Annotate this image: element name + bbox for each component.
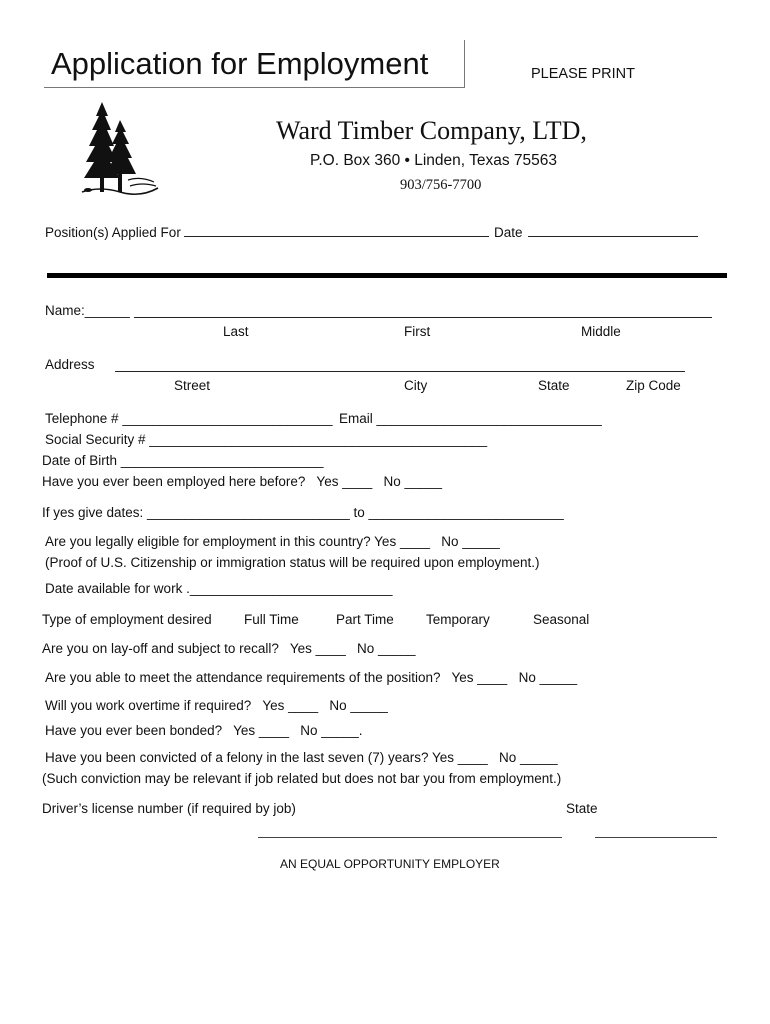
available-date-field[interactable]: Date available for work .___________________________	[45, 581, 393, 596]
overtime-question[interactable]: Will you work overtime if required? Yes ____ No _____	[45, 698, 388, 713]
dob-field[interactable]: Date of Birth ___________________________	[42, 453, 324, 468]
position-label: Position(s) Applied For	[45, 225, 181, 240]
option-full-time[interactable]: Full Time	[244, 612, 299, 627]
option-seasonal[interactable]: Seasonal	[533, 612, 590, 627]
name-field[interactable]	[134, 317, 712, 318]
name-label: Name:______	[45, 303, 130, 318]
felony-question[interactable]: Have you been convicted of a felony in the last seven (7) years? Yes ____ No _____	[45, 750, 558, 765]
position-field[interactable]	[184, 236, 489, 237]
telephone-field[interactable]: Telephone # ____________________________	[45, 411, 333, 426]
eligibility-note: (Proof of U.S. Citizenship or immigration status will be required upon employment.)	[45, 555, 540, 570]
felony-note: (Such conviction may be relevant if job related but does not bar you from employment.)	[42, 771, 562, 786]
company-address: P.O. Box 360 • Linden, Texas 75563	[310, 152, 558, 169]
name-last-caption: Last	[223, 324, 249, 339]
address-city-caption: City	[404, 378, 428, 393]
attendance-question[interactable]: Are you able to meet the attendance requirements of the position? Yes ____ No _____	[45, 670, 578, 685]
date-label: Date	[494, 225, 523, 240]
address-street-caption: Street	[174, 378, 211, 393]
license-state-label: State	[566, 801, 598, 816]
page-title: Application for Employment	[51, 46, 429, 81]
date-field[interactable]	[528, 236, 698, 237]
license-state-field[interactable]	[595, 837, 717, 838]
address-label: Address	[45, 357, 95, 372]
pine-trees-icon	[80, 100, 160, 200]
license-label: Driver’s license number (if required by job)	[42, 801, 296, 816]
option-temporary[interactable]: Temporary	[426, 612, 490, 627]
address-state-caption: State	[538, 378, 570, 393]
name-middle-caption: Middle	[581, 324, 621, 339]
company-name: Ward Timber Company, LTD,	[276, 116, 587, 145]
address-zip-caption: Zip Code	[626, 378, 681, 393]
prior-dates-field[interactable]: If yes give dates: ___________________________ to __________________________	[42, 505, 564, 520]
license-number-field[interactable]	[258, 837, 562, 838]
name-first-caption: First	[404, 324, 431, 339]
layoff-question[interactable]: Are you on lay-off and subject to recall? Yes ____ No _____	[42, 641, 416, 656]
ssn-field[interactable]: Social Security # _____________________________________________	[45, 432, 488, 447]
bonded-question[interactable]: Have you ever been bonded? Yes ____ No _____.	[45, 723, 363, 738]
address-field[interactable]	[115, 371, 685, 372]
option-part-time[interactable]: Part Time	[336, 612, 394, 627]
company-phone: 903/756-7700	[400, 177, 482, 193]
section-divider	[47, 273, 727, 278]
please-print-note: PLEASE PRINT	[531, 66, 635, 82]
eligibility-question[interactable]: Are you legally eligible for employment in this country? Yes ____ No _____	[45, 534, 500, 549]
employment-type-label: Type of employment desired	[42, 612, 212, 627]
equal-opportunity-note: AN EQUAL OPPORTUNITY EMPLOYER	[280, 857, 500, 871]
email-field[interactable]: Email ______________________________	[339, 411, 602, 426]
employed-before-question[interactable]: Have you ever been employed here before? Yes ____ No _____	[42, 474, 443, 489]
